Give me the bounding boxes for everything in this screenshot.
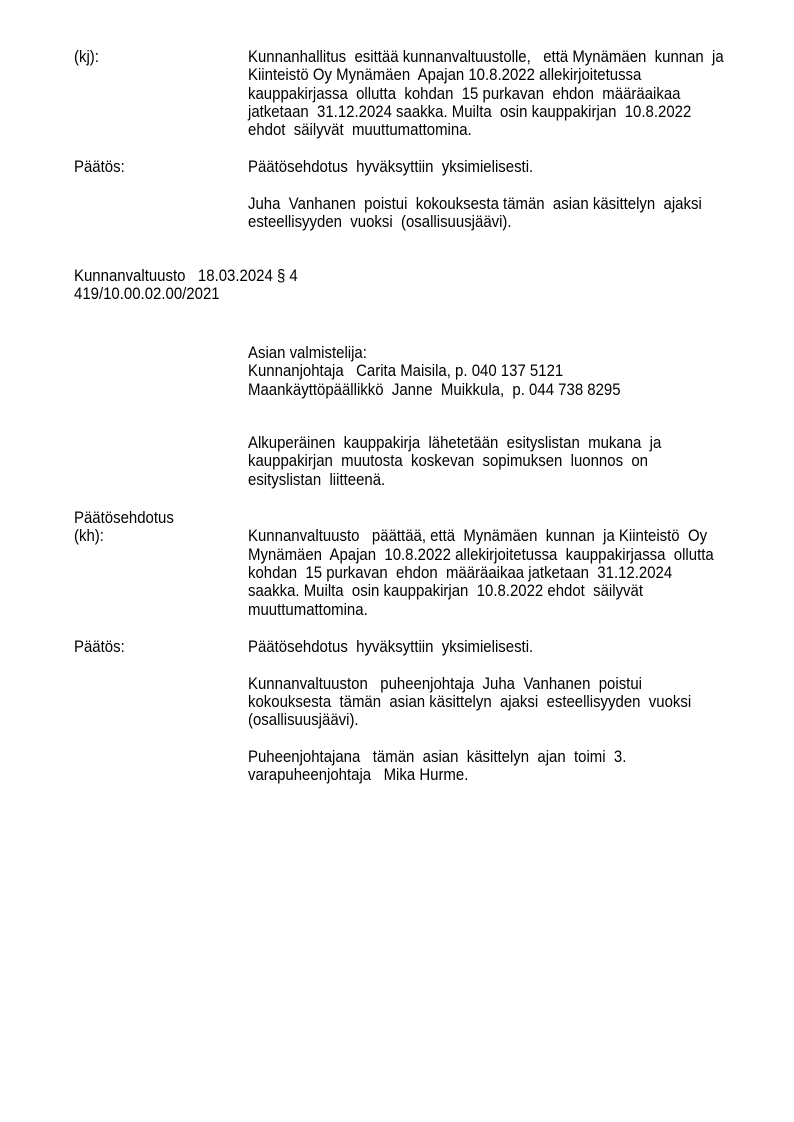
text-line: 419/10.00.02.00/2021 xyxy=(74,284,220,304)
paragraph xyxy=(74,267,774,304)
section-label xyxy=(74,158,248,176)
text-line: Päätösehdotus hyväksyttiin yksimielisesti. xyxy=(248,637,534,656)
text-line: Kunnanjohtaja Carita Maisila, p. 040 137 5121 xyxy=(248,361,564,381)
paragraph xyxy=(248,434,788,489)
paragraph xyxy=(248,48,788,140)
section-kv-proposal xyxy=(74,509,788,619)
text-line: Kunnanvaltuusto päättää, että Mynämäen kunnan ja Kiinteistö Oy xyxy=(248,526,708,546)
section-label xyxy=(74,638,248,656)
section-body xyxy=(248,344,788,399)
section-kv-decision xyxy=(74,638,788,785)
text-line: muuttumattomina. xyxy=(248,599,368,619)
text-line: Kunnanvaltuuston puheenjohtaja Juha Vanhanen poistui xyxy=(248,673,642,693)
text-line: varapuheenjohtaja Mika Hurme. xyxy=(248,765,469,785)
paragraph xyxy=(248,344,788,399)
paragraph xyxy=(248,638,788,656)
section-attachment-note xyxy=(74,434,788,489)
text-line: Mynämäen Apajan 10.8.2022 allekirjoitetussa kauppakirjassa ollutta xyxy=(248,544,714,564)
section-kh-proposal xyxy=(74,48,788,140)
section-label xyxy=(74,48,248,66)
text-line: Maankäyttöpäällikkö Janne Muikkula, p. 044 738 8295 xyxy=(248,379,621,399)
text-line: Kunnanvaltuusto 18.03.2024 § 4 xyxy=(74,266,298,285)
text-line: Juha Vanhanen poistui kokouksesta tämän asian käsittelyn ajaksi xyxy=(248,193,702,213)
text-line: Asian valmistelija: xyxy=(248,343,367,362)
section-body xyxy=(248,638,788,785)
text-line: ehdot säilyvät muuttumattomina. xyxy=(248,120,472,140)
text-line: kokouksesta tämän asian käsittelyn ajaksi esteellisyyden vuoksi xyxy=(248,691,692,711)
label-line: (kh): xyxy=(74,526,104,546)
section-kv-heading xyxy=(74,267,774,304)
text-line: kauppakirjassa ollutta kohdan 15 purkavan ehdon määräaikaa xyxy=(248,83,681,103)
section-body xyxy=(248,48,788,140)
label-line: (kj): xyxy=(74,47,99,66)
text-line: kohdan 15 purkavan ehdon määräaikaa jatketaan 31.12.2024 xyxy=(248,562,673,582)
section-label xyxy=(74,509,248,546)
label-line: Päätös: xyxy=(74,637,125,656)
paragraph xyxy=(248,748,788,785)
section-body xyxy=(74,267,774,304)
text-line: saakka. Muilta osin kauppakirjan 10.8.2022 ehdot säilyvät xyxy=(248,581,644,601)
section-body xyxy=(248,158,788,231)
label-line: Päätösehdotus xyxy=(74,508,174,527)
section-body xyxy=(248,434,788,489)
paragraph xyxy=(248,675,788,730)
paragraph xyxy=(248,158,788,176)
text-line: kauppakirjan muutosta koskevan sopimuksen luonnos on xyxy=(248,451,649,471)
section-body xyxy=(248,509,788,619)
text-line: Päätösehdotus hyväksyttiin yksimielisesti. xyxy=(248,157,534,176)
text-line: esityslistan liitteenä. xyxy=(248,469,386,489)
text-line: Kiinteistö Oy Mynämäen Apajan 10.8.2022 allekirjoitetussa xyxy=(248,65,642,85)
text-line: Puheenjohtajana tämän asian käsittelyn ajan toimi 3. xyxy=(248,746,627,766)
text-line: Kunnanhallitus esittää kunnanvaltuustolle, että Mynämäen kunnan ja xyxy=(248,47,724,66)
label-line: Päätös: xyxy=(74,157,125,176)
section-kh-decision xyxy=(74,158,788,231)
paragraph xyxy=(248,195,788,232)
text-line: esteellisyyden vuoksi (osallisuusjäävi). xyxy=(248,211,512,231)
text-line: jatketaan 31.12.2024 saakka. Muilta osin kauppakirjan 10.8.2022 xyxy=(248,101,692,121)
text-line: Alkuperäinen kauppakirja lähetetään esityslistan mukana ja xyxy=(248,433,662,452)
section-preparers xyxy=(74,344,788,399)
paragraph xyxy=(248,527,788,619)
text-line: (osallisuusjäävi). xyxy=(248,710,359,730)
